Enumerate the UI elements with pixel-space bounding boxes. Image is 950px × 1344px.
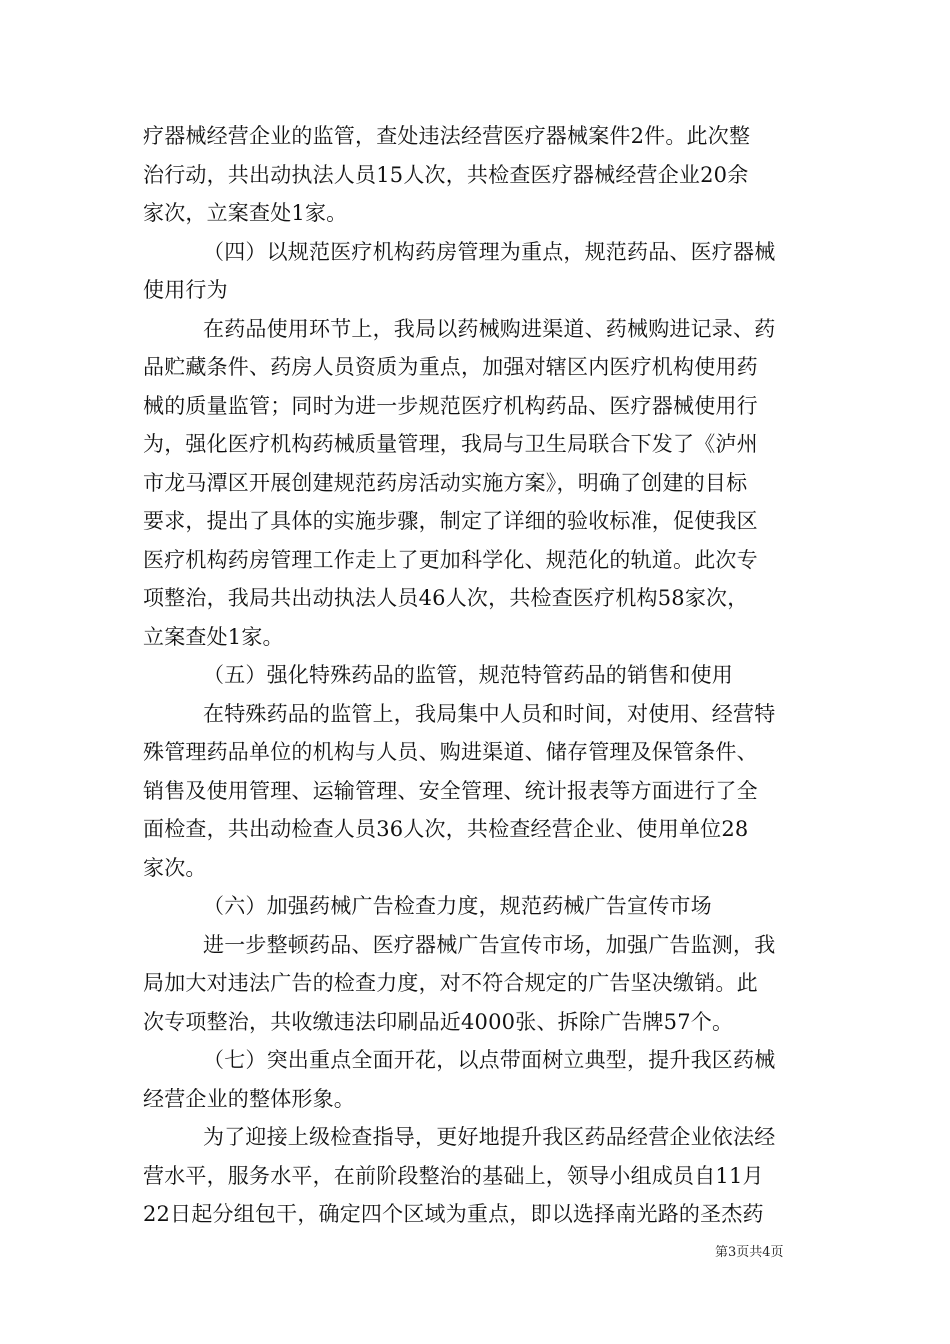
text-line: 家次。 (143, 855, 207, 880)
text-line: 销售及使用管理、运输管理、安全管理、统计报表等方面进行了全 (143, 778, 758, 803)
section-heading-6: （六）加强药械广告检查力度，规范药械广告宣传市场 (203, 894, 712, 918)
text-line: 营水平，服务水平，在前阶段整治的基础上，领导小组成员自11月 (143, 1163, 764, 1188)
page-number: 第3页共4页 (715, 1245, 784, 1260)
text-line: 家次，立案查处1家。 (143, 201, 348, 225)
text-line: 械的质量监管；同时为进一步规范医疗机构药品、医疗器械使用行 (143, 393, 758, 418)
section-heading-4-cont: 使用行为 (143, 278, 228, 302)
text-line: 市龙马潭区开展创建规范药房活动实施方案》，明确了创建的目标 (143, 470, 748, 495)
text-line: 为，强化医疗机构药械质量管理，我局与卫生局联合下发了《泸州 (143, 432, 758, 456)
text-line: 要求，提出了具体的实施步骤，制定了详细的验收标准，促使我区 (143, 509, 758, 533)
text-line: 在特殊药品的监管上，我局集中人员和时间，对使用、经营特 (203, 701, 776, 726)
text-line: 面检查，共出动检查人员36人次，共检查经营企业、使用单位28 (143, 817, 749, 841)
text-line: 医疗机构药房管理工作走上了更加科学化、规范化的轨道。此次专 (143, 547, 758, 572)
text-line: 次专项整治，共收缴违法印刷品近4000张、拆除广告牌57个。 (143, 1009, 734, 1034)
text-line: 品贮藏条件、药房人员资质为重点，加强对辖区内医疗机构使用药 (143, 355, 758, 379)
text-line: 局加大对违法广告的检查力度，对不符合规定的广告坚决缴销。此 (143, 971, 758, 995)
text-line: 进一步整顿药品、医疗器械广告宣传市场，加强广告监测，我 (203, 932, 776, 957)
text-line: 项整治，我局共出动执法人员46人次，共检查医疗机构58家次， (143, 586, 749, 610)
section-heading-7-cont: 经营企业的整体形象。 (143, 1086, 355, 1111)
text-line: 治行动，共出动执法人员15人次，共检查医疗器械经营企业20余 (143, 162, 749, 187)
text-line: 为了迎接上级检查指导，更好地提升我区药品经营企业依法经 (203, 1125, 776, 1149)
section-heading-7: （七）突出重点全面开花，以点带面树立典型，提升我区药械 (203, 1048, 776, 1072)
text-line: 22日起分组包干，确定四个区域为重点，即以选择南光路的圣杰药 (143, 1202, 764, 1226)
section-heading-4: （四）以规范医疗机构药房管理为重点，规范药品、医疗器械 (203, 239, 776, 264)
text-line: 在药品使用环节上，我局以药械购进渠道、药械购进记录、药 (203, 316, 776, 341)
text-line: 疗器械经营企业的监管，查处违法经营医疗器械案件2件。此次整 (143, 124, 751, 148)
text-line: 殊管理药品单位的机构与人员、购进渠道、储存管理及保管条件、 (143, 740, 758, 764)
text-line: 立案查处1家。 (143, 624, 284, 649)
document-body (143, 117, 807, 1234)
section-heading-5: （五）强化特殊药品的监管，规范特管药品的销售和使用 (203, 663, 733, 687)
